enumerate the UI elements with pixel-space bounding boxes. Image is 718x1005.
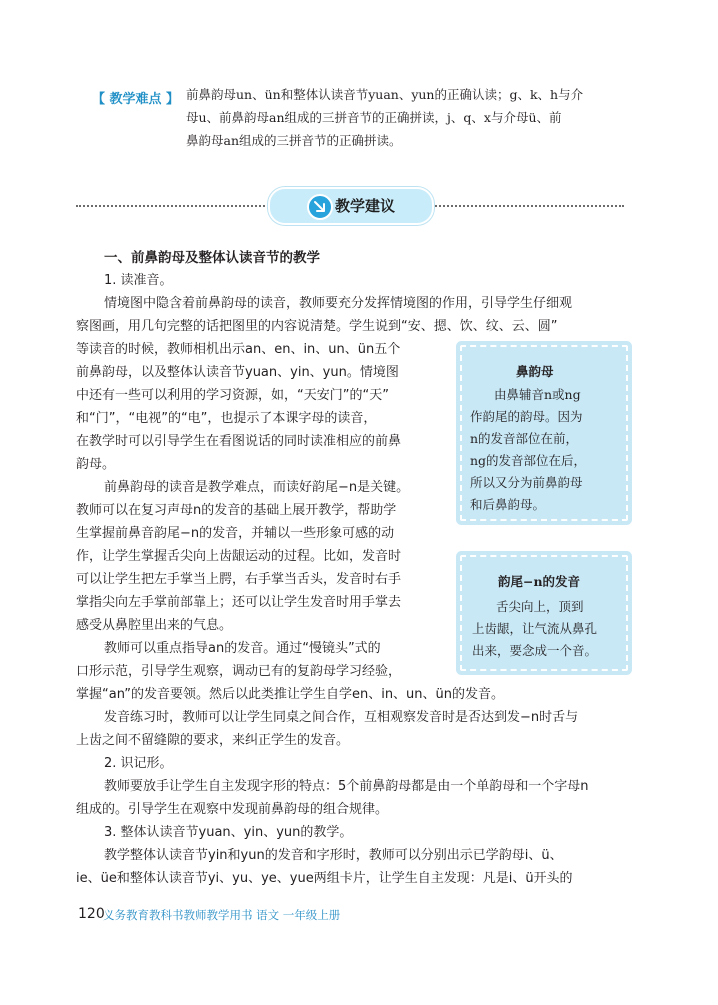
paragraph-line: 口形示范，引导学生观察，调动已有的复韵母学习经验， [76, 664, 402, 679]
paragraph-line: 生掌握前鼻音韵尾−n的发音，并辅以一些形象可感的动 [76, 526, 395, 541]
paragraph-line: 发音练习时，教师可以让学生同桌之间合作，互相观察发音时是否达到发−n时舌与 [104, 710, 579, 725]
note-line: 舌尖向上，顶到 [496, 599, 584, 614]
note-line: 所以又分为前鼻韵母 [470, 475, 583, 490]
paragraph-line: 2. 识记形。 [104, 756, 173, 771]
paragraph-line: 教师可以重点指导an的发音。通过“慢镜头”式的 [104, 641, 381, 656]
paragraph-line: 察图画，用几句完整的话把图里的内容说清楚。学生说到“安、摁、饮、纹、云、圆” [76, 319, 558, 334]
paragraph-line: 前鼻韵母的读音是教学难点，而读好韵尾−n是关键。 [104, 480, 410, 495]
paragraph-line: 掌握“an”的发音要领。然后以此类推让学生自学en、in、un、ün的发音。 [76, 687, 505, 702]
paragraph-line: 等读音的时候，教师相机出示an、en、in、un、ün五个 [76, 342, 401, 357]
paragraph-line: 韵母。 [76, 457, 116, 472]
paragraph-line: ie、üe和整体认读音节yi、yu、ye、yue两组卡片，让学生自主发现：凡是i、ü开头的 [76, 871, 573, 886]
paragraph-line: 教师可以在复习声母n的发音的基础上展开教学，帮助学 [76, 503, 397, 518]
paragraph-line: 3. 整体认读音节yuan、yin、yun的教学。 [104, 825, 353, 840]
paragraph-line: 1. 读准音。 [104, 273, 173, 288]
note-line: 出来，要念成一个音。 [472, 643, 598, 658]
paragraph-line: 作，让学生掌握舌尖向上齿龈运动的过程。比如，发音时 [76, 549, 402, 564]
paragraph-line: 感受从鼻腔里出来的气息。 [76, 618, 233, 633]
difficulty-line: 前鼻韵母un、ün和整体认读音节yuan、yun的正确认读；g、k、h与介 [186, 87, 584, 102]
heading-1: 一、前鼻韵母及整体认读音节的教学 [104, 250, 320, 266]
paragraph-line: 前鼻韵母，以及整体认读音节yuan、yin、yun。情境图 [76, 365, 399, 380]
note-line: 和后鼻韵母。 [470, 497, 546, 512]
paragraph-line: 上齿之间不留缝隙的要求，来纠正学生的发音。 [76, 733, 350, 748]
paragraph-line: 可以让学生把左手掌当上腭，右手掌当舌头，发音时右手 [76, 572, 402, 587]
note-line: 上齿龈，让气流从鼻孔 [472, 621, 598, 636]
difficulty-line: 母u、前鼻韵母an组成的三拼音节的正确拼读，j、q、x与介母ü、前 [186, 110, 562, 125]
book-title: 义务教育教科书教师教学用书 语文 一年级上册 [103, 908, 341, 922]
paragraph-line: 组成的。引导学生在观察中发现前鼻韵母的组合规律。 [76, 802, 389, 817]
section-title: 教学建议 [335, 197, 396, 215]
note-line: ng的发音部位在后， [470, 453, 587, 468]
note-title: 鼻韵母 [516, 364, 554, 379]
paragraph-line: 情境图中隐含着前鼻韵母的读音，教师要充分发挥情境图的作用，引导学生仔细观 [104, 296, 573, 311]
paragraph-line: 中还有一些可以利用的学习资源，如，“天安门”的“天” [76, 388, 389, 403]
note-line: 由鼻辅音n或ng [494, 387, 581, 402]
difficulty-label: 【 教学难点 】 [92, 92, 180, 107]
note-line: n的发音部位在前， [470, 431, 579, 446]
note-title: 韵尾−n的发音 [498, 574, 581, 589]
paragraph-line: 教师要放手让学生自主发现字形的特点：5个前鼻韵母都是由一个单韵母和一个字母n [104, 779, 589, 794]
note-line: 作韵尾的韵母。因为 [470, 409, 583, 424]
arrow-down-right-icon [307, 194, 333, 220]
difficulty-line: 鼻韵母an组成的三拼音节的正确拼读。 [186, 133, 402, 148]
paragraph-line: 教学整体认读音节yin和yun的发音和字形时，教师可以分别出示已学韵母i、ü、 [104, 848, 563, 863]
page-number: 120 [78, 906, 105, 922]
paragraph-line: 和“门”，“电视”的“电”，也提示了本课字母的读音， [76, 411, 377, 426]
paragraph-line: 掌指尖向左手掌前部靠上；还可以让学生发音时用手掌去 [76, 595, 402, 610]
paragraph-line: 在教学时可以引导学生在看图说话的同时读准相应的前鼻 [76, 434, 402, 449]
